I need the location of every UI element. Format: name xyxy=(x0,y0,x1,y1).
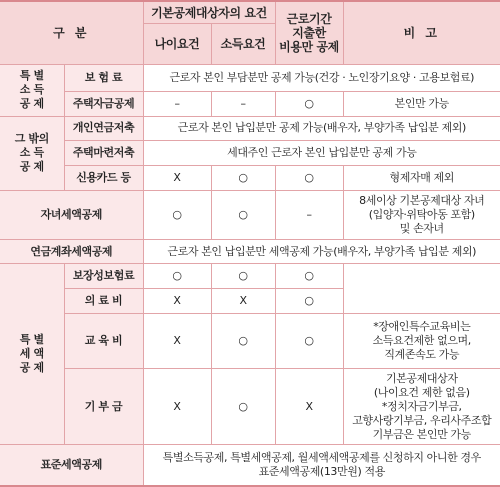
row-label-pension-account: 연금계좌세액공제 xyxy=(0,239,143,264)
row-protection-insurance-age: ○ xyxy=(143,264,211,289)
row-credit-card-income: ○ xyxy=(211,165,275,190)
row-label-medical: 의 료 비 xyxy=(64,289,143,314)
row-education-income: ○ xyxy=(211,313,275,368)
row-pension-account-text: 근로자 본인 납입분만 세액공제 가능(배우자, 부양가족 납입분 제외) xyxy=(143,239,500,264)
header-basic-requirements: 기본공제대상자의 요건 xyxy=(143,1,275,24)
group-special-income: 특 별 소 득 공 제 xyxy=(0,65,64,116)
row-child-credit-income: ○ xyxy=(211,190,275,239)
row-medical-period: ○ xyxy=(275,289,343,314)
header-age: 나이요건 xyxy=(143,24,211,65)
row-standard-credit-text: 특별소득공제, 특별세액공제, 월세액세액공제를 신청하지 아니한 경우 표준세액공제(13만원) 적용 xyxy=(143,445,500,486)
row-label-standard-credit: 표준세액공제 xyxy=(0,445,143,486)
row-medical-age: X xyxy=(143,289,211,314)
header-work-period: 근로기간 지출한 비용만 공제 xyxy=(275,1,343,65)
row-label-pension-savings: 개인연금저축 xyxy=(64,116,143,141)
row-child-credit-age: ○ xyxy=(143,190,211,239)
row-protection-insurance-income: ○ xyxy=(211,264,275,289)
header-income: 소득요건 xyxy=(211,24,275,65)
row-label-housing-savings: 주택마련저축 xyxy=(64,141,143,166)
row-housing-savings-text: 세대주인 근로자 본인 납입분만 공제 가능 xyxy=(143,141,500,166)
row-education-age: X xyxy=(143,313,211,368)
row-pension-savings-text: 근로자 본인 납입분만 공제 가능(배우자, 부양가족 납입분 제외) xyxy=(143,116,500,141)
row-donation-period: X xyxy=(275,369,343,445)
row-housing-fund-income: – xyxy=(211,91,275,116)
row-education-period: ○ xyxy=(275,313,343,368)
row-education-remark: *장애인특수교육비는 소득요건제한 없으며, 직계존속도 가능 xyxy=(343,313,500,368)
row-label-housing-fund: 주택자금공제 xyxy=(64,91,143,116)
row-label-insurance: 보 험 료 xyxy=(64,65,143,92)
header-remarks: 비 고 xyxy=(343,1,500,65)
group-other-income: 그 밖의 소 득 공 제 xyxy=(0,116,64,190)
row-medical-income: X xyxy=(211,289,275,314)
row-label-education: 교 육 비 xyxy=(64,313,143,368)
row-credit-card-period: ○ xyxy=(275,165,343,190)
row-protection-insurance-period: ○ xyxy=(275,264,343,289)
row-protection-medical-remark xyxy=(343,264,500,313)
group-special-tax: 특 별 세 액 공 제 xyxy=(0,264,64,445)
row-child-credit-remark: 8세이상 기본공제대상 자녀 (입양자·위탁아동 포함) 및 손자녀 xyxy=(343,190,500,239)
row-donation-age: X xyxy=(143,369,211,445)
row-label-donation: 기 부 금 xyxy=(64,369,143,445)
row-donation-remark: 기본공제대상자 (나이요건 제한 없음) *정치자금기부금, 고향사랑기부금, 우리사주조합 기부금은 본인만 가능 xyxy=(343,369,500,445)
row-housing-fund-remark: 본인만 가능 xyxy=(343,91,500,116)
row-credit-card-remark: 형제자매 제외 xyxy=(343,165,500,190)
header-category: 구 분 xyxy=(0,1,143,65)
row-housing-fund-period: ○ xyxy=(275,91,343,116)
row-label-child-credit: 자녀세액공제 xyxy=(0,190,143,239)
row-label-protection-insurance: 보장성보험료 xyxy=(64,264,143,289)
row-donation-income: ○ xyxy=(211,369,275,445)
row-child-credit-period: – xyxy=(275,190,343,239)
row-housing-fund-age: – xyxy=(143,91,211,116)
row-insurance-text: 근로자 본인 부담분만 공제 가능(건강 · 노인장기요양 · 고용보험료) xyxy=(143,65,500,92)
row-label-credit-card: 신용카드 등 xyxy=(64,165,143,190)
row-credit-card-age: X xyxy=(143,165,211,190)
